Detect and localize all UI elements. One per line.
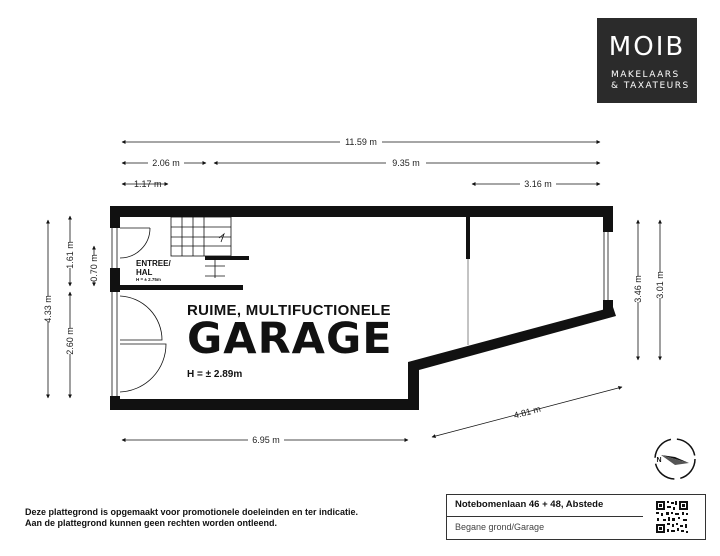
- entrance-height: H = ± 2.75m: [136, 277, 161, 282]
- dim-door-height: 0.70 m: [89, 254, 99, 282]
- dim-rear-segment: 3.16 m: [524, 179, 552, 189]
- dim-right-segment: 9.35 m: [392, 158, 420, 168]
- dim-total-width: 11.59 m: [345, 137, 377, 147]
- doors: [120, 228, 166, 392]
- dim-diagonal: 4.81 m: [512, 403, 542, 421]
- qr-code-icon: [655, 500, 689, 534]
- garage-name: GARAGE: [187, 314, 393, 364]
- address-divider: [447, 516, 643, 517]
- garage-title: RUIME, MULTIFUCTIONELE: [187, 302, 391, 319]
- dim-right-height-outer: 3.01 m: [655, 271, 665, 299]
- dim-total-height: 4.33 m: [43, 295, 53, 323]
- logo-subtitle: MAKELAARS & TAXATEURS: [611, 70, 690, 91]
- floor-label: Begane grond/Garage: [455, 522, 545, 532]
- logo-brand: MOIB: [608, 32, 686, 62]
- dim-right-height-inner: 3.46 m: [633, 275, 643, 303]
- staircase: [171, 217, 231, 278]
- dim-left-segment: 2.06 m: [152, 158, 180, 168]
- dim-upper-height: 1.61 m: [65, 241, 75, 269]
- dim-bottom-width: 6.95 m: [252, 435, 280, 445]
- dim-entrance-width: 1.17 m: [134, 179, 162, 189]
- dim-lower-height: 2.60 m: [65, 327, 75, 355]
- address-box: [446, 494, 706, 540]
- address-title: Notebomenlaan 46 + 48, Abstede: [455, 499, 604, 510]
- compass-icon: [655, 439, 695, 479]
- disclaimer: Deze plattegrond is opgemaakt voor promotionele doeleinden en ter indicatie. Aan de plattegrond kunnen geen rechten worden ontleend.: [25, 507, 359, 528]
- compass-north-label: N: [656, 457, 662, 464]
- entrance-name: ENTREE/ HAL: [136, 259, 171, 277]
- garage-height: H = ± 2.89m: [187, 369, 243, 380]
